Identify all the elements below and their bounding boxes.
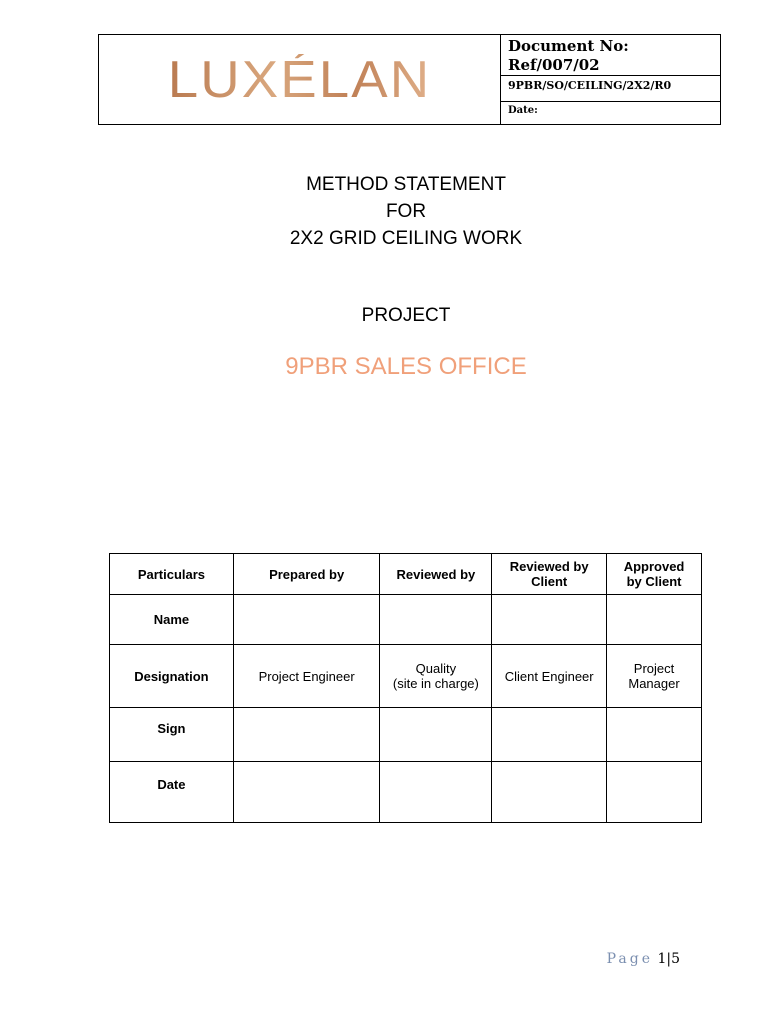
table-cell xyxy=(492,595,607,645)
document-number-label: Document No: xyxy=(508,37,629,55)
page-number: 1 xyxy=(657,951,667,967)
table-cell xyxy=(380,708,492,762)
table-row-date xyxy=(110,762,702,823)
table-header-row xyxy=(110,554,702,595)
page-word: Page xyxy=(606,951,653,967)
table-cell xyxy=(233,708,380,762)
column-header-approved-by-client: Approved by Client xyxy=(607,554,702,595)
page-total: 5 xyxy=(671,951,680,967)
table-row-sign xyxy=(110,708,702,762)
column-header-prepared-by: Prepared by xyxy=(233,554,380,595)
row-label-date: Date xyxy=(110,762,234,823)
table-cell xyxy=(607,762,702,823)
column-header-reviewed-by-client: Reviewed by Client xyxy=(492,554,607,595)
table-cell: Client Engineer xyxy=(492,645,607,708)
table-cell xyxy=(492,762,607,823)
document-number-cell xyxy=(501,35,720,124)
table-cell xyxy=(607,708,702,762)
table-cell xyxy=(233,762,380,823)
document-date-label: Date: xyxy=(508,105,538,116)
project-name: 9PBR SALES OFFICE xyxy=(285,353,527,380)
table-cell xyxy=(492,708,607,762)
document-header xyxy=(98,34,721,125)
project-label: PROJECT xyxy=(361,305,451,326)
table-cell: Quality (site in charge) xyxy=(380,645,492,708)
page-footer xyxy=(607,951,680,967)
column-header-particulars: Particulars xyxy=(110,554,234,595)
row-label-sign: Sign xyxy=(110,708,234,762)
row-label-name: Name xyxy=(110,595,234,645)
document-number-value: Ref/007/02 xyxy=(508,56,600,74)
table-cell xyxy=(380,595,492,645)
company-logo: LUXÉLAN xyxy=(167,50,432,109)
table-cell xyxy=(607,595,702,645)
title-line-1: METHOD STATEMENT xyxy=(306,174,506,195)
row-label-designation: Designation xyxy=(110,645,234,708)
table-row-designation xyxy=(110,645,702,708)
table-row-name xyxy=(110,595,702,645)
title-line-3: 2X2 GRID CEILING WORK xyxy=(289,228,523,249)
table-cell xyxy=(233,595,380,645)
table-cell xyxy=(380,762,492,823)
logo-cell xyxy=(99,35,501,124)
table-cell: Project Manager xyxy=(607,645,702,708)
title-line-2: FOR xyxy=(385,201,427,222)
table-cell: Project Engineer xyxy=(233,645,380,708)
document-reference: 9PBR/SO/CEILING/2X2/R0 xyxy=(501,76,720,102)
approval-table xyxy=(109,553,702,823)
document-number-block xyxy=(501,35,720,76)
column-header-reviewed-by: Reviewed by xyxy=(380,554,492,595)
page-separator: | xyxy=(666,951,672,967)
